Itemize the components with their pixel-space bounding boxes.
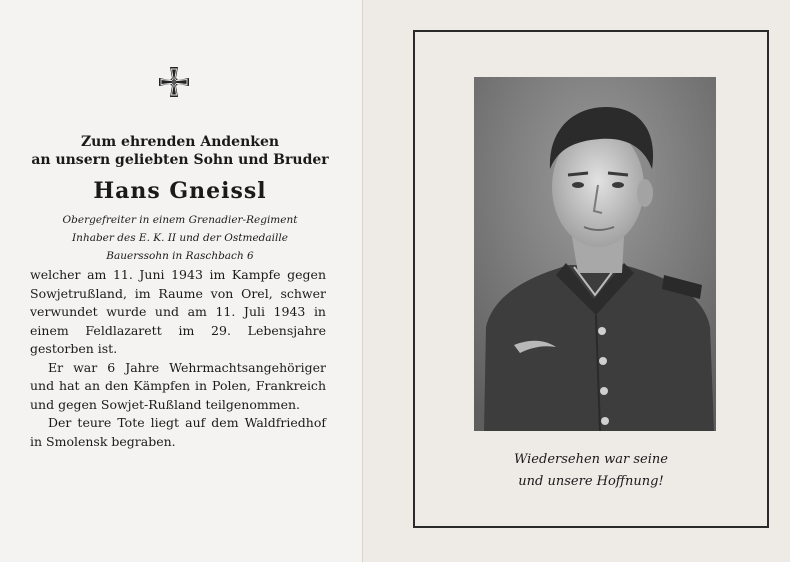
caption-line-2: und unsere Hoffnung! bbox=[518, 474, 664, 489]
heading-line-2: an unsern geliebten Sohn und Bruder bbox=[31, 152, 329, 168]
rank-line: Obergefreiter in einem Grenadier-Regiment bbox=[62, 214, 298, 226]
obituary-paragraph-2: Er war 6 Jahre Wehrmachtsangehöriger und hat an den Kämpfen in Polen, Frankreich und gegen Sowjet-Rußland teilgenommen. bbox=[30, 359, 326, 412]
decorations-line: Inhaber des E. K. II und der Ostmedaille bbox=[72, 232, 288, 244]
caption-line-1: Wiedersehen war seine bbox=[514, 452, 668, 467]
soldier-portrait-icon bbox=[474, 77, 716, 431]
obituary-paragraph-1: welcher am 11. Juni 1943 im Kampfe gegen Sowjetrußland, im Raume von Orel, schwer verwundet wurde und am 11. Juli 1943 in einem Feldlazarett im 29. Lebensjahre gestorben ist. bbox=[30, 267, 326, 356]
residence-line: Bauerssohn in Raschbach 6 bbox=[106, 250, 254, 262]
deceased-name: Hans Gneissl bbox=[93, 178, 267, 204]
obituary-paragraph-3: Der teure Tote liegt auf dem Waldfriedhof in Smolensk begraben. bbox=[30, 415, 326, 449]
iron-cross-icon bbox=[158, 66, 190, 98]
heading-line-1: Zum ehrenden Andenken bbox=[80, 134, 280, 150]
obituary-text bbox=[30, 266, 326, 451]
portrait-photo bbox=[474, 77, 716, 431]
